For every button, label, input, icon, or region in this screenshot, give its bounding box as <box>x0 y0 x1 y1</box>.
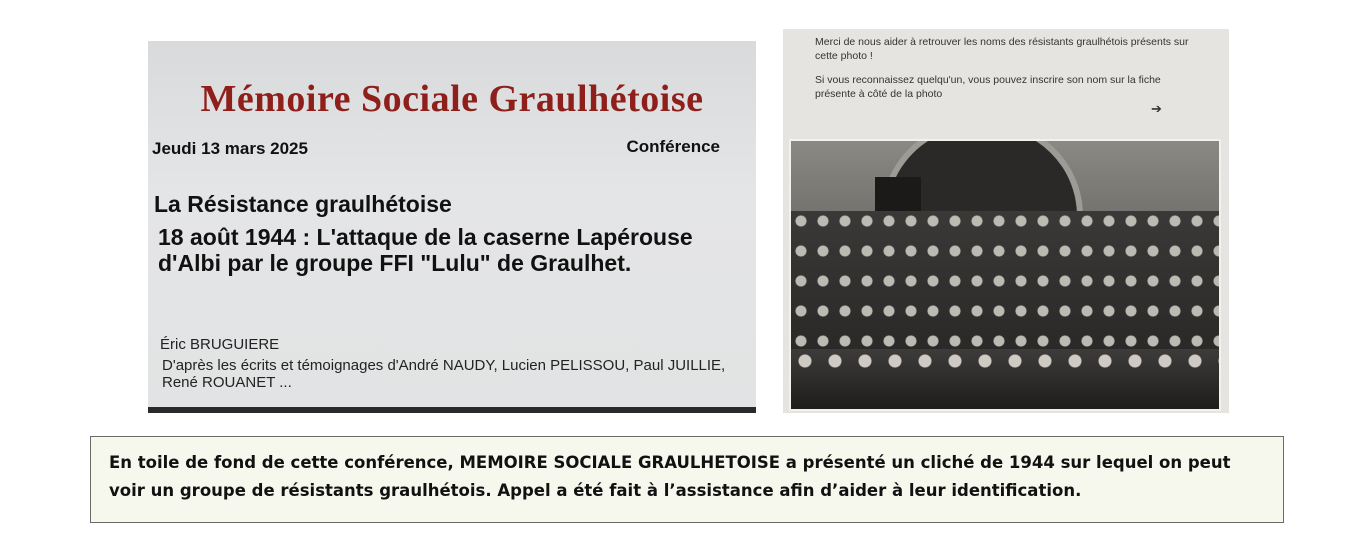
slide-sources: D'après les écrits et témoignages d'André NAUDY, Lucien PELISSOU, Paul JUILLIE, René ROUANET ... <box>162 357 726 391</box>
photo-board <box>783 29 1229 413</box>
board-note <box>815 35 1195 111</box>
board-note-line2: Si vous reconnaissez quelqu'un, vous pouvez inscrire son nom sur la fiche présente à côté de la photo <box>815 74 1161 100</box>
conference-slide-photo <box>148 41 756 413</box>
resistance-group-photo <box>789 139 1221 411</box>
caption-box <box>90 436 1284 523</box>
slide-title: Mémoire Sociale Graulhétoise <box>200 78 704 120</box>
caption-text: En toile de fond de cette conférence, MEMOIRE SOCIALE GRAULHETOISE a présenté un cliché de 1944 sur lequel on peut voir un groupe de résistants graulhétois. Appel a été fait à l’assistance afin d’aider à leur identification. <box>109 453 1231 500</box>
board-note-line1: Merci de nous aider à retrouver les noms des résistants graulhétois présents sur cette photo ! <box>815 36 1189 62</box>
photo-front-row <box>791 349 1219 409</box>
slide-subheading: 18 août 1944 : L'attaque de la caserne Lapérouse d'Albi par le groupe FFI "Lulu" de Graulhet. <box>158 224 693 276</box>
slide-author: Éric BRUGUIERE <box>160 336 280 353</box>
slide-heading: La Résistance graulhétoise <box>154 191 452 217</box>
slide-date: Jeudi 13 mars 2025 <box>152 139 308 158</box>
slide-event-type: Conférence <box>626 137 720 156</box>
arrow-right-icon: ➔ <box>1151 101 1162 116</box>
